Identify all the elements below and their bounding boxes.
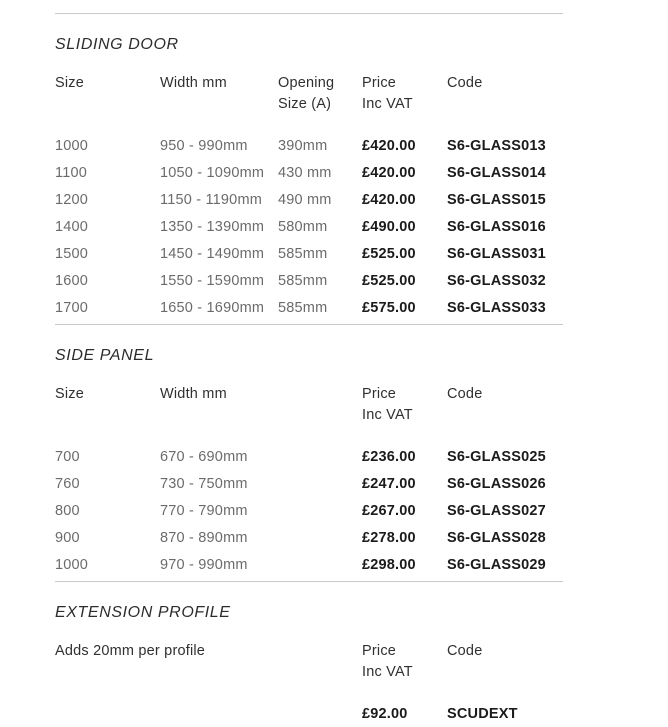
cell-size: 1600 bbox=[55, 272, 89, 289]
cell-width: 870 - 890mm bbox=[160, 529, 248, 546]
column-header-price: Price Inc VAT bbox=[362, 75, 413, 112]
side-panel-table-body bbox=[55, 443, 563, 578]
table-row bbox=[55, 159, 563, 186]
section-divider bbox=[55, 581, 563, 582]
table-row bbox=[55, 132, 563, 159]
cell-price: £420.00 bbox=[362, 191, 416, 208]
cell-code: S6-GLASS015 bbox=[447, 191, 546, 208]
cell-price: £490.00 bbox=[362, 218, 416, 235]
cell-code: S6-GLASS029 bbox=[447, 556, 546, 573]
cell-size: 1100 bbox=[55, 164, 87, 181]
cell-width: 730 - 750mm bbox=[160, 475, 248, 492]
table-row bbox=[55, 524, 563, 551]
cell-width: 1350 - 1390mm bbox=[160, 218, 265, 235]
cell-opening: 580mm bbox=[278, 218, 328, 235]
extension-profile-table bbox=[55, 641, 563, 727]
section-sliding-door bbox=[55, 13, 563, 321]
cell-width: 950 - 990mm bbox=[160, 137, 248, 154]
cell-price: £420.00 bbox=[362, 164, 416, 181]
cell-width: 1650 - 1690mm bbox=[160, 299, 265, 316]
sliding-door-table bbox=[55, 73, 563, 321]
cell-width: 1450 - 1490mm bbox=[160, 245, 265, 262]
cell-opening: 430 mm bbox=[278, 164, 332, 181]
column-header-width: Width mm bbox=[160, 75, 227, 91]
cell-price: £92.00 bbox=[362, 705, 408, 722]
cell-size: 1200 bbox=[55, 191, 89, 208]
cell-opening: 585mm bbox=[278, 299, 328, 316]
sliding-door-table-body bbox=[55, 132, 563, 321]
side-panel-table-header bbox=[55, 384, 563, 443]
cell-size: 1500 bbox=[55, 245, 89, 262]
extension-profile-table-header bbox=[55, 641, 563, 700]
column-header-size: Size bbox=[55, 75, 85, 91]
column-header-price: Price Inc VAT bbox=[362, 386, 413, 423]
cell-size: 800 bbox=[55, 502, 80, 519]
cell-code: S6-GLASS025 bbox=[447, 448, 546, 465]
cell-code: S6-GLASS031 bbox=[447, 245, 546, 262]
table-row bbox=[55, 240, 563, 267]
section-divider bbox=[55, 13, 563, 14]
cell-code: SCUDEXT bbox=[447, 705, 518, 722]
cell-price: £525.00 bbox=[362, 272, 416, 289]
cell-opening: 390mm bbox=[278, 137, 328, 154]
cell-price: £247.00 bbox=[362, 475, 416, 492]
table-row bbox=[55, 470, 563, 497]
extension-profile-note: Adds 20mm per profile bbox=[55, 643, 206, 659]
table-row bbox=[55, 267, 563, 294]
cell-width: 670 - 690mm bbox=[160, 448, 248, 465]
table-row bbox=[55, 700, 563, 727]
cell-price: £278.00 bbox=[362, 529, 416, 546]
cell-opening: 585mm bbox=[278, 272, 328, 289]
cell-code: S6-GLASS014 bbox=[447, 164, 546, 181]
cell-size: 900 bbox=[55, 529, 80, 546]
cell-code: S6-GLASS028 bbox=[447, 529, 546, 546]
cell-opening: 490 mm bbox=[278, 191, 332, 208]
column-header-code: Code bbox=[447, 643, 483, 659]
column-header-size: Size bbox=[55, 386, 85, 402]
cell-code: S6-GLASS013 bbox=[447, 137, 546, 154]
cell-size: 1700 bbox=[55, 299, 89, 316]
cell-price: £298.00 bbox=[362, 556, 416, 573]
section-extension-profile bbox=[55, 581, 563, 727]
section-title-extension-profile: EXTENSION PROFILE bbox=[55, 604, 231, 621]
cell-code: S6-GLASS016 bbox=[447, 218, 546, 235]
table-row bbox=[55, 294, 563, 321]
cell-width: 770 - 790mm bbox=[160, 502, 248, 519]
cell-size: 1400 bbox=[55, 218, 89, 235]
cell-width: 1550 - 1590mm bbox=[160, 272, 265, 289]
cell-size: 1000 bbox=[55, 137, 89, 154]
cell-width: 970 - 990mm bbox=[160, 556, 248, 573]
section-divider bbox=[55, 324, 563, 325]
section-side-panel bbox=[55, 324, 563, 578]
column-header-opening-size: Opening Size (A) bbox=[278, 75, 335, 112]
cell-price: £267.00 bbox=[362, 502, 416, 519]
table-row bbox=[55, 551, 563, 578]
cell-size: 760 bbox=[55, 475, 80, 492]
cell-price: £420.00 bbox=[362, 137, 416, 154]
side-panel-table bbox=[55, 384, 563, 578]
column-header-code: Code bbox=[447, 386, 483, 402]
table-row bbox=[55, 213, 563, 240]
cell-code: S6-GLASS033 bbox=[447, 299, 546, 316]
extension-profile-table-body bbox=[55, 700, 563, 727]
table-row bbox=[55, 443, 563, 470]
section-title-sliding-door: SLIDING DOOR bbox=[55, 36, 179, 53]
column-header-code: Code bbox=[447, 75, 483, 91]
cell-width: 1150 - 1190mm bbox=[160, 191, 263, 208]
cell-size: 1000 bbox=[55, 556, 89, 573]
cell-price: £575.00 bbox=[362, 299, 416, 316]
cell-size: 700 bbox=[55, 448, 80, 465]
cell-code: S6-GLASS032 bbox=[447, 272, 546, 289]
price-list-page bbox=[55, 0, 563, 727]
cell-opening: 585mm bbox=[278, 245, 328, 262]
cell-code: S6-GLASS026 bbox=[447, 475, 546, 492]
cell-price: £525.00 bbox=[362, 245, 416, 262]
table-row bbox=[55, 186, 563, 213]
cell-code: S6-GLASS027 bbox=[447, 502, 546, 519]
cell-price: £236.00 bbox=[362, 448, 416, 465]
cell-note bbox=[55, 700, 362, 727]
column-header-width: Width mm bbox=[160, 386, 227, 402]
table-row bbox=[55, 497, 563, 524]
cell-width: 1050 - 1090mm bbox=[160, 164, 265, 181]
column-header-price: Price Inc VAT bbox=[362, 643, 413, 680]
sliding-door-table-header bbox=[55, 73, 563, 132]
section-title-side-panel: SIDE PANEL bbox=[55, 347, 155, 364]
